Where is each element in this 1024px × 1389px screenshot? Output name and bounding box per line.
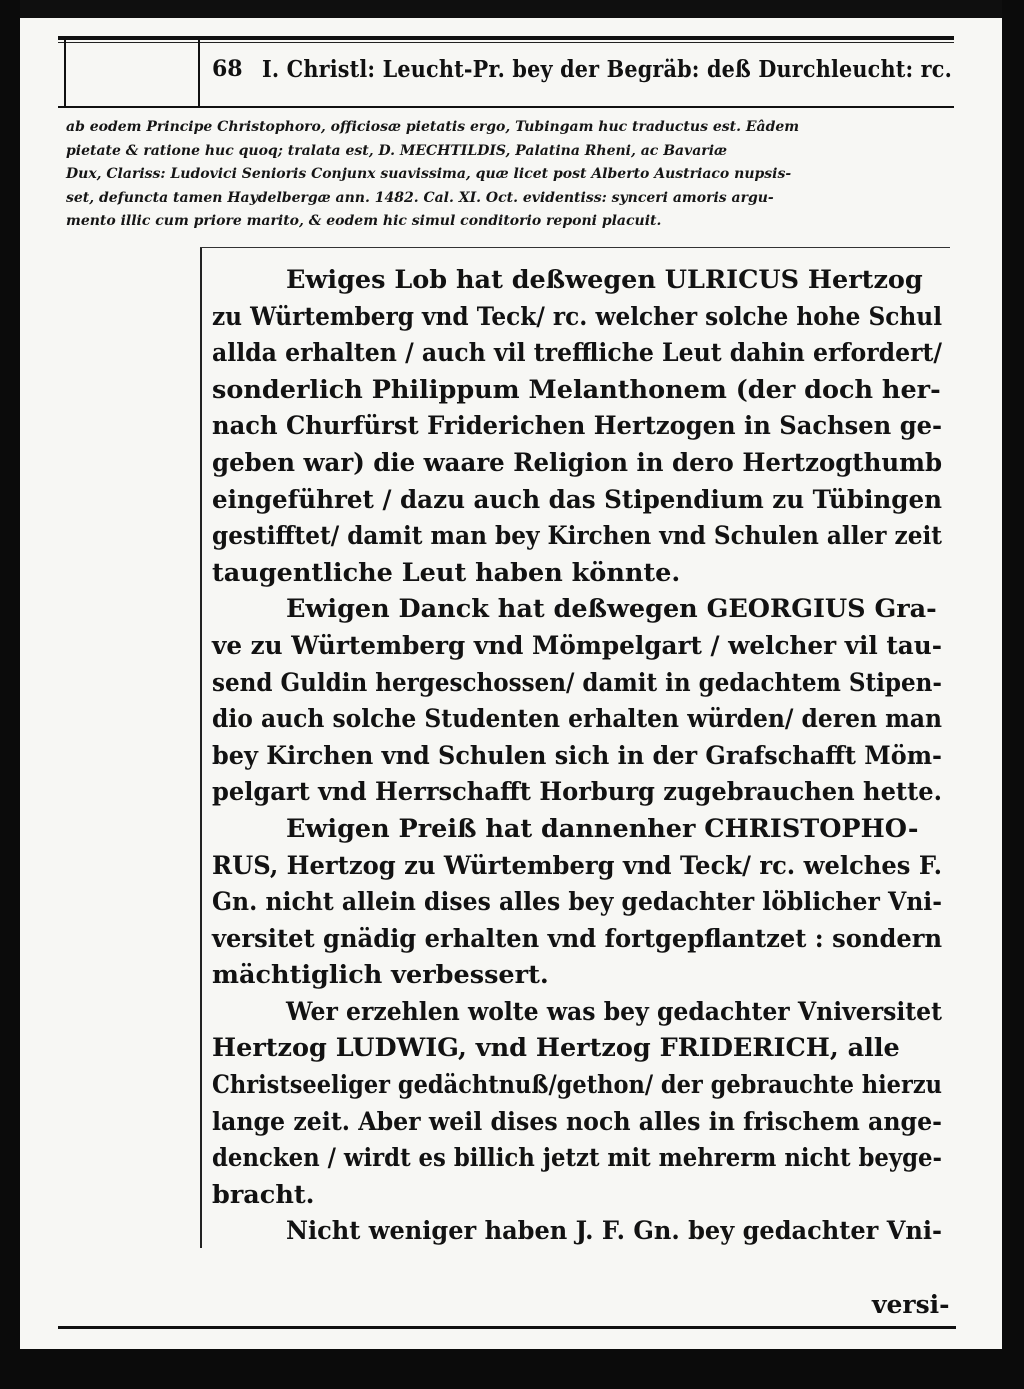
footnote-line: set, defuncta tamen Haydelbergæ ann. 1482. Cal. XI. Oct. evidentiss: synceri amoris argu- — [66, 189, 774, 206]
scan-edge-bottom — [0, 1349, 1024, 1389]
text-line: versitet gnädig erhalten vnd fortgepflantzet : sondern — [212, 923, 943, 954]
text-line: Hertzog LUDWIG, vnd Hertzog FRIDERICH, alle — [212, 1033, 900, 1064]
text-line: zu Würtemberg vnd Teck/ rc. welcher solche hohe Schul — [212, 301, 943, 332]
text-line: bey Kirchen vnd Schulen sich in der Grafschafft Möm- — [212, 740, 942, 771]
header-rule-bottom — [58, 106, 954, 108]
scan-edge-top — [0, 0, 1024, 18]
footer-rule — [58, 1326, 956, 1329]
text-line: geben war) die waare Religion in dero Hertzogthumb — [212, 447, 943, 478]
paragraph-nicht-weniger — [212, 1213, 942, 1250]
scan-edge-right — [1002, 0, 1024, 1389]
running-head: I. Christl: Leucht-Pr. bey der Begräb: deß Durchleucht: rc. — [262, 56, 952, 83]
catchword: versi- — [872, 1290, 950, 1319]
text-line: Nicht weniger haben J. F. Gn. bey gedachter Vni- — [286, 1216, 943, 1247]
text-line: Ewigen Danck hat deßwegen GEORGIUS Gra- — [286, 594, 937, 625]
paragraph-ulricus — [212, 262, 942, 591]
text-line: Ewiges Lob hat deßwegen ULRICUS Hertzog — [286, 265, 923, 295]
header-rule-left — [64, 38, 66, 108]
footnote-block — [66, 116, 946, 234]
text-line: send Guldin hergeschossen/ damit in gedachtem Stipen- — [212, 667, 942, 698]
footnote-line: pietate & ratione huc quoq; tralata est, D. MECHTILDIS, Palatina Rheni, ac Bavariæ — [66, 142, 728, 159]
text-line: Wer erzehlen wolte was bey gedachter Vniversitet — [286, 996, 943, 1027]
text-line: taugentliche Leut haben könnte. — [212, 557, 681, 588]
text-line: allda erhalten / auch vil treffliche Leut dahin erfordert/ — [212, 338, 943, 369]
text-line: Christseeliger gedächtnuß/gethon/ der gebrauchte hierzu — [212, 1070, 942, 1101]
footnote-line: ab eodem Principe Christophoro, officiosæ pietatis ergo, Tubingam huc traductus est. Eâdem — [66, 119, 800, 135]
paragraph-ludwig-friderich — [212, 994, 942, 1214]
text-line: RUS, Hertzog zu Würtemberg vnd Teck/ rc. welches F. — [212, 850, 943, 881]
text-line: dio auch solche Studenten erhalten würden/ deren man — [212, 704, 943, 735]
footnote-line: Dux, Clariss: Ludovici Senioris Conjunx suavissima, quæ licet post Alberto Austriaco nupsis- — [66, 166, 792, 182]
text-line: ve zu Würtemberg vnd Mömpelgart / welcher vil tau- — [212, 630, 942, 661]
text-line: nach Churfürst Friderichen Hertzogen in Sachsen ge- — [212, 411, 943, 442]
text-line: lange zeit. Aber weil dises noch alles in frischem ange- — [212, 1106, 942, 1137]
footnote-line: mento illic cum priore marito, & eodem hic simul conditorio reponi placuit. — [66, 213, 662, 229]
text-line: gestifftet/ damit man bey Kirchen vnd Schulen aller zeit — [212, 521, 942, 552]
page-number: 68 — [212, 56, 243, 82]
text-line: eingeführet / dazu auch das Stipendium zu Tübingen — [212, 484, 942, 515]
text-line: Gn. nicht allein dises alles bey gedachter löblicher Vni- — [212, 887, 942, 918]
text-line: bracht. — [212, 1179, 315, 1210]
body-rule-top — [200, 247, 950, 248]
body-margin-rule — [200, 248, 202, 1248]
text-line: pelgart vnd Herrschafft Horburg zugebrauchen hette. — [212, 777, 942, 808]
scan-edge-left — [0, 0, 20, 1389]
paragraph-georgius — [212, 591, 942, 811]
text-line: dencken / wirdt es billich jetzt mit mehrerm nicht beyge- — [212, 1143, 943, 1174]
text-line: Ewigen Preiß hat dannenher CHRISTOPHO- — [286, 813, 919, 844]
header-rule-top-thin — [58, 42, 954, 43]
header-rule-top — [58, 36, 954, 40]
text-line: mächtiglich verbessert. — [212, 960, 549, 991]
text-line: sonderlich Philippum Melanthonem (der doch her- — [212, 374, 941, 405]
main-text — [212, 262, 942, 1250]
header-rule-divider — [198, 38, 200, 108]
paragraph-christophorus — [212, 811, 942, 994]
